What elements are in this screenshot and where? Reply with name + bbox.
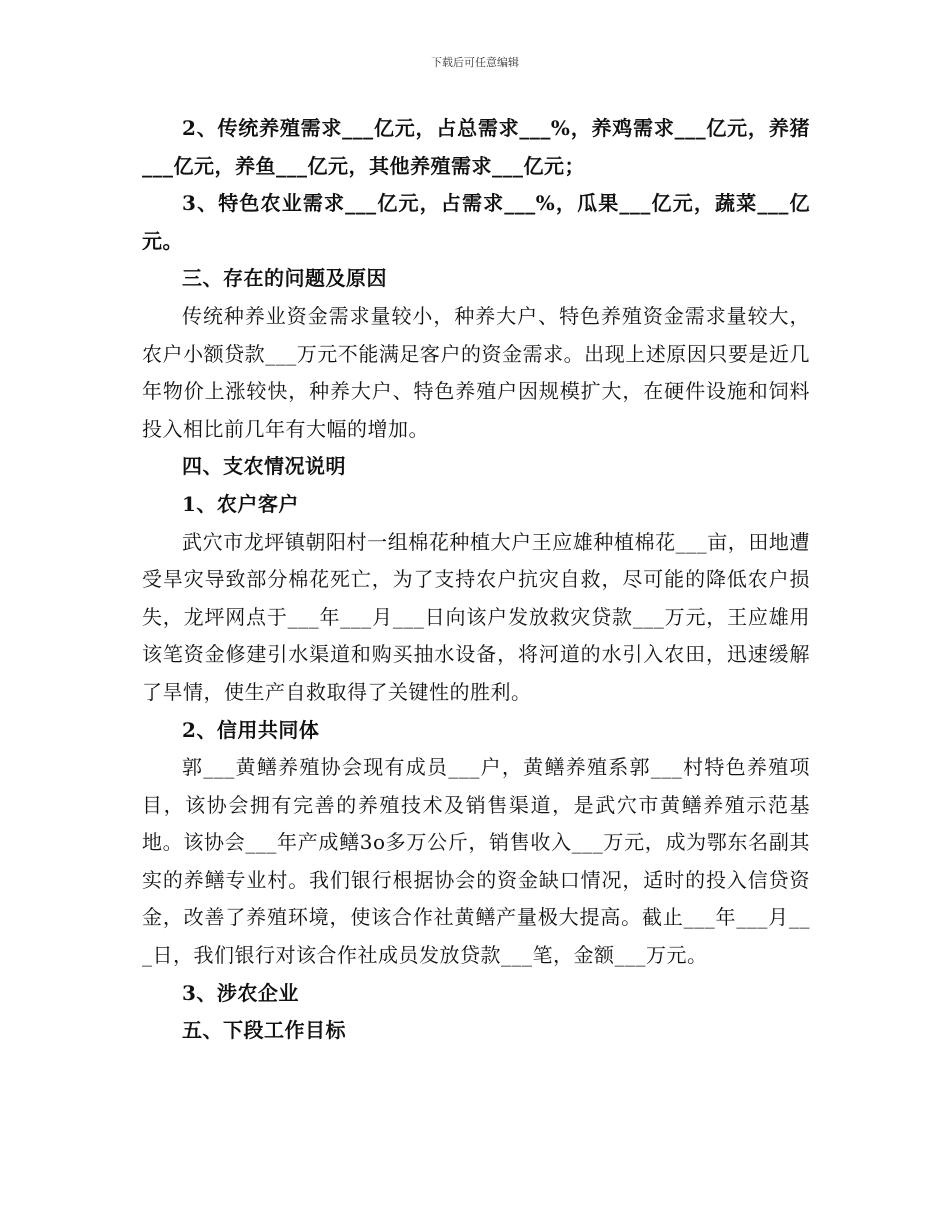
subheading-farmer-clients: 1、农户客户: [182, 491, 299, 516]
section-heading-support: 四、支农情况说明: [182, 454, 346, 479]
subheading-credit-community: 2、信用共同体: [182, 717, 320, 742]
paragraph-specialty-agriculture-demand: 3、特色农业需求___亿元，占需求___%，瓜果___亿元，蔬菜___亿元。: [142, 191, 810, 253]
paragraph-credit-community-body: 郭___黄鳝养殖协会现有成员___户，黄鳝养殖系郭___村特色养殖项目，该协会拥有完善的养殖技术及销售渠道，是武穴市黄鳝养殖示范基地。该协会___年产成鳝3o多万公斤，销售收入___万元，成为鄂东名副其实的养鳝专业村。我们银行根据协会的资金缺口情况，适时的投入信贷资金，改善了养殖环境，使该合作社黄鳝产量极大提高。截止___年___月___日，我们银行对该合作社成员发放贷款___笔，金额___万元。: [142, 755, 810, 968]
paragraph-farmer-clients-body: 武穴市龙坪镇朝阳村一组棉花种植大户王应雄种植棉花___亩，田地遭受旱灾导致部分棉花死亡，为了支持农户抗灾自救，尽可能的降低农户损失，龙坪网点于___年___月___日向该户发放救灾贷款___万元，王应雄用该笔资金修建引水渠道和购买抽水设备，将河道的水引入农田，迅速缓解了旱情，使生产自救取得了关键性的胜利。: [142, 529, 810, 704]
document-body: [142, 110, 810, 1050]
paragraph-problems-body: 传统种养业资金需求量较小，种养大户、特色养殖资金需求量较大，农户小额贷款___万元不能满足客户的资金需求。出现上述原因只要是近几年物价上涨较快，种养大户、特色养殖户因规模扩大，在硬件设施和饲料投入相比前几年有大幅的增加。: [142, 303, 810, 441]
page-header: 下载后可任意编辑: [431, 56, 519, 69]
paragraph-traditional-breeding-demand: 2、传统养殖需求___亿元，占总需求___%，养鸡需求___亿元，养猪___亿元，养鱼___亿元，其他养殖需求___亿元；: [142, 116, 810, 178]
subheading-agri-enterprises: 3、涉农企业: [182, 980, 299, 1005]
section-heading-next-goals: 五、下段工作目标: [182, 1018, 346, 1043]
section-heading-problems: 三、存在的问题及原因: [182, 266, 387, 291]
